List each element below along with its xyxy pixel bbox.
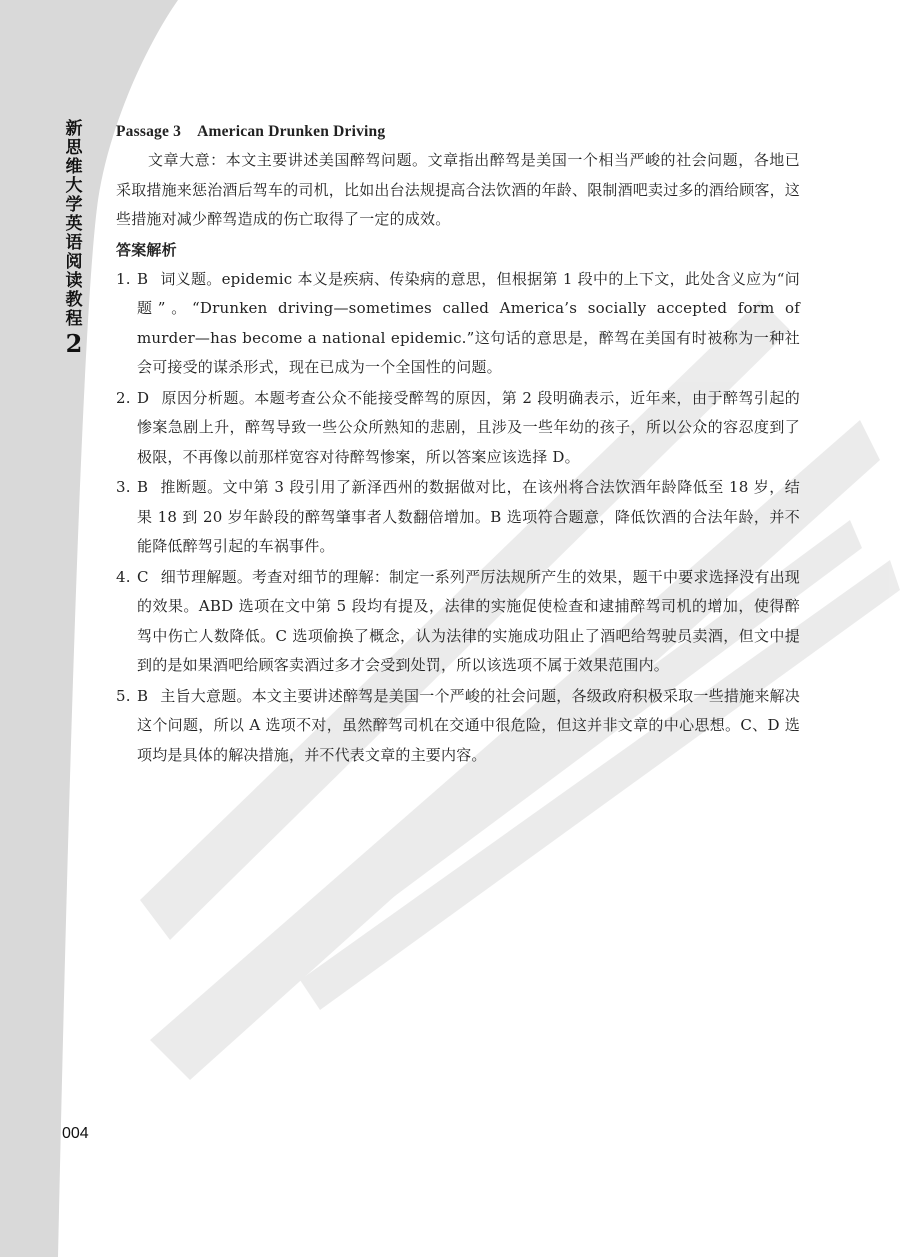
answer-item <box>116 563 800 681</box>
answer-item <box>116 265 800 383</box>
answer-explanation: 词义题。epidemic 本义是疾病、传染病的意思，但根据第 1 段中的上下文，此处含义应为“问题”。“Drunken driving—sometimes called America’s socially accepted form of murder—has become a national epidemic.”这句话的意思是，醉驾在美国有时被称为一种社会可接受的谋杀形式，现在已成为一个全国性的问题。 <box>137 269 800 376</box>
answer-number: 4. <box>116 567 131 586</box>
answer-number: 1. <box>116 269 131 288</box>
passage-label: Passage 3 <box>116 123 182 140</box>
answer-key: B <box>137 478 149 496</box>
answer-number: 5. <box>116 686 131 705</box>
book-spine-title <box>60 120 88 357</box>
page-number: 004 <box>62 1125 89 1142</box>
answers-heading: 答案解析 <box>116 240 177 259</box>
answer-explanation: 细节理解题。考查对细节的理解：制定一系列严厉法规所产生的效果，题干中要求选择没有出现的效果。ABD 选项在文中第 5 段均有提及，法律的实施促使检查和逮捕醉驾司机的增加，使得醉驾中伤亡人数降低。C 选项偷换了概念，认为法律的实施成功阻止了酒吧给驾驶员卖酒，但文中提到的是如果酒吧给顾客卖酒过多才会受到处罚，所以该选项不属于效果范围内。 <box>137 567 800 674</box>
answer-key: D <box>137 388 150 407</box>
answer-key: C <box>137 567 149 586</box>
spine-title-text: 新思维大学英语阅读教程 <box>65 119 83 329</box>
page-content <box>116 120 800 771</box>
answer-key: B <box>137 686 149 705</box>
answer-explanation: 原因分析题。本题考查公众不能接受醉驾的原因，第 2 段明确表示，近年来，由于醉驾引起的惨案急剧上升，醉驾导致一些公众所熟知的悲剧，且涉及一些年幼的孩子，所以公众的容忍度到了极限，不再像以前那样宽容对待醉驾惨案，所以答案应该选择 D。 <box>137 388 800 466</box>
answer-number: 2. <box>116 388 131 407</box>
spine-volume-number: 2 <box>65 329 83 358</box>
answer-item <box>116 473 800 562</box>
answer-number: 3. <box>116 478 131 496</box>
answer-item <box>116 682 800 771</box>
answer-explanation: 主旨大意题。本文主要讲述醉驾是美国一个严峻的社会问题，各级政府积极采取一些措施来解决这个问题，所以 A 选项不对，虽然醉驾司机在交通中很危险，但这并非文章的中心思想。C、D 选项均是具体的解决措施，并不代表文章的主要内容。 <box>137 686 800 764</box>
answer-item <box>116 384 800 473</box>
answer-explanation: 推断题。文中第 3 段引用了新泽西州的数据做对比，在该州将合法饮酒年龄降低至 18 岁，结果 18 到 20 岁年龄段的醉驾肇事者人数翻倍增加。B 选项符合题意，降低饮酒的合法年龄，并不能降低醉驾引起的车祸事件。 <box>137 478 800 555</box>
answer-key: B <box>137 269 149 288</box>
answer-list <box>116 265 800 771</box>
passage-summary: 文章大意：本文主要讲述美国醉驾问题。文章指出醉驾是美国一个相当严峻的社会问题，各地已采取措施来惩治酒后驾车的司机，比如出台法规提高合法饮酒的年龄、限制酒吧卖过多的酒给顾客，这些措施对减少醉驾造成的伤亡取得了一定的成效。 <box>116 151 801 228</box>
passage-title: American Drunken Driving <box>197 123 386 140</box>
passage-heading <box>116 120 800 144</box>
